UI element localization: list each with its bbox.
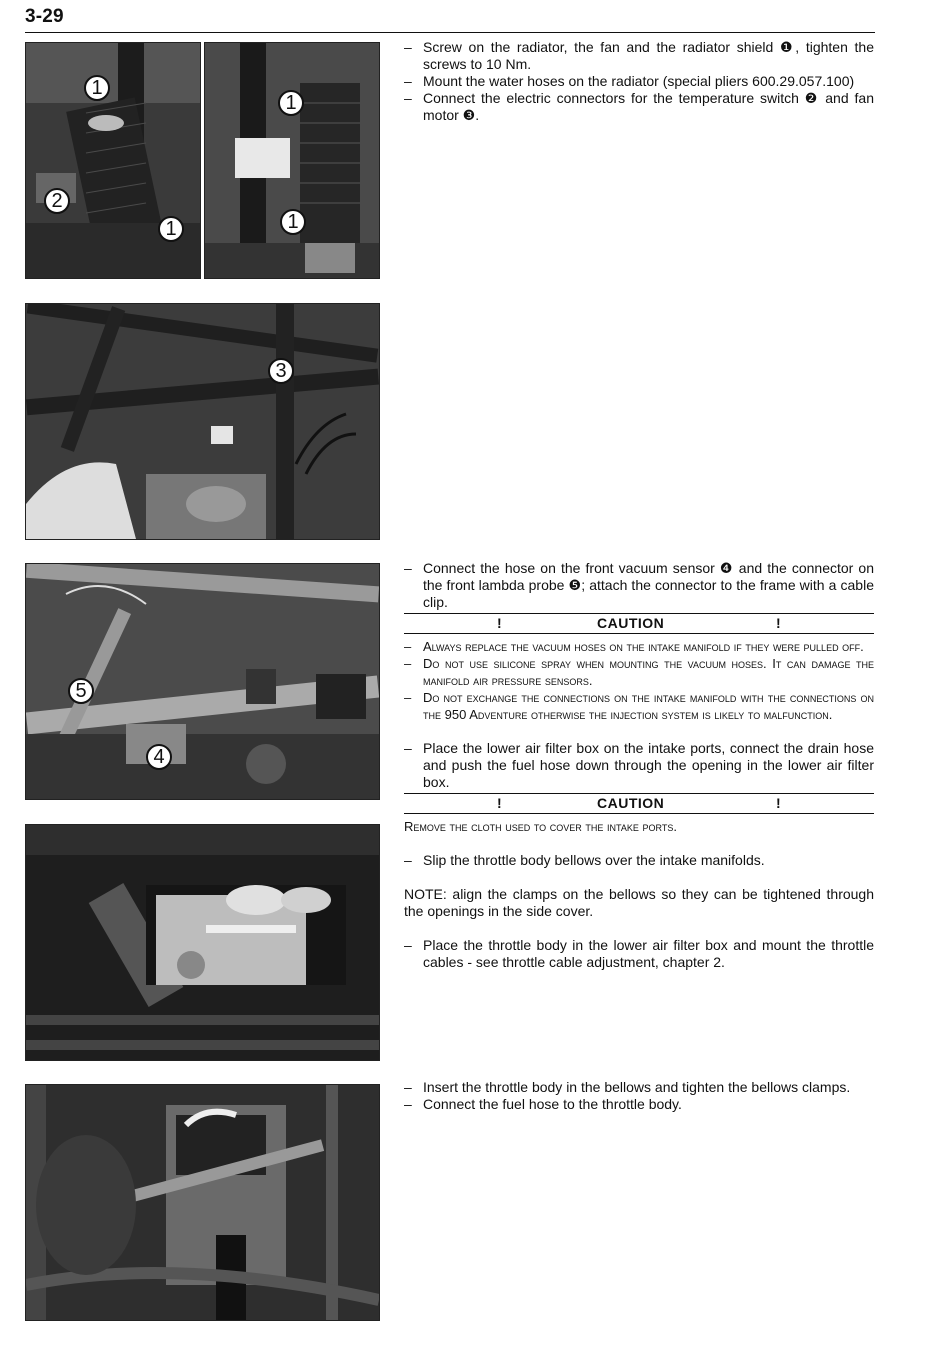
photo-throttle-body: [25, 824, 380, 1061]
list-item: – Slip the throttle body bellows over the intake manifolds.: [404, 852, 765, 868]
list-item: – Connect the hose on the front vacuum sensor ❹ and the connector on the front lambda probe ❺; attach the connector to the frame with a cable clip.: [404, 560, 874, 610]
caution-text: Remove the cloth used to cover the intake ports.: [404, 819, 677, 834]
caution-item: – Do not exchange the connections on the intake manifold with the connections on the 950 Adventure otherwise the injection system is likely to malfunction.: [404, 690, 874, 722]
callout-3: 3: [268, 358, 294, 384]
callout-1: 1: [84, 75, 110, 101]
callout-4: 4: [146, 744, 172, 770]
caution-banner: ! CAUTION !: [404, 613, 874, 634]
photo-radiator-left: [25, 42, 201, 279]
list-item: – Connect the electric connectors for the temperature switch ❷ and fan motor ❸.: [404, 90, 874, 123]
note-text: NOTE: align the clamps on the bellows so they can be tightened through the openings in the side cover.: [404, 886, 874, 919]
text-section-intake: [404, 560, 874, 971]
callout-2: 2: [44, 188, 70, 214]
list-item: – Place the throttle body in the lower air filter box and mount the throttle cables - see throttle cable adjustment, chapter 2.: [404, 937, 874, 970]
list-item: – Insert the throttle body in the bellows and tighten the bellows clamps.: [404, 1079, 851, 1095]
text-section-bellows: [404, 1079, 874, 1113]
list-item: – Mount the water hoses on the radiator (special pliers 600.29.057.100): [404, 73, 855, 89]
list-item: – Place the lower air filter box on the intake ports, connect the drain hose and push the fuel hose down through the opening in the lower air filter box.: [404, 740, 874, 790]
callout-1: 1: [158, 216, 184, 242]
page-number: 3-29: [25, 6, 64, 27]
photo-connectors: [25, 303, 380, 540]
list-item: – Screw on the radiator, the fan and the radiator shield ❶, tighten the screws to 10 Nm.: [404, 39, 874, 72]
text-section-radiator: [404, 39, 874, 124]
callout-5: 5: [68, 678, 94, 704]
photo-bellows: [25, 1084, 380, 1321]
list-item: – Connect the fuel hose to the throttle body.: [404, 1096, 682, 1112]
photo-radiator-right: [204, 42, 380, 279]
header-rule: [25, 32, 875, 33]
caution-item: – Do not use silicone spray when mounting the vacuum hoses. It can damage the manifold air pressure sensors.: [404, 656, 874, 688]
callout-1: 1: [280, 209, 306, 235]
caution-item: – Always replace the vacuum hoses on the intake manifold if they were pulled off.: [404, 639, 864, 654]
caution-banner: ! CAUTION !: [404, 793, 874, 814]
callout-1: 1: [278, 90, 304, 116]
